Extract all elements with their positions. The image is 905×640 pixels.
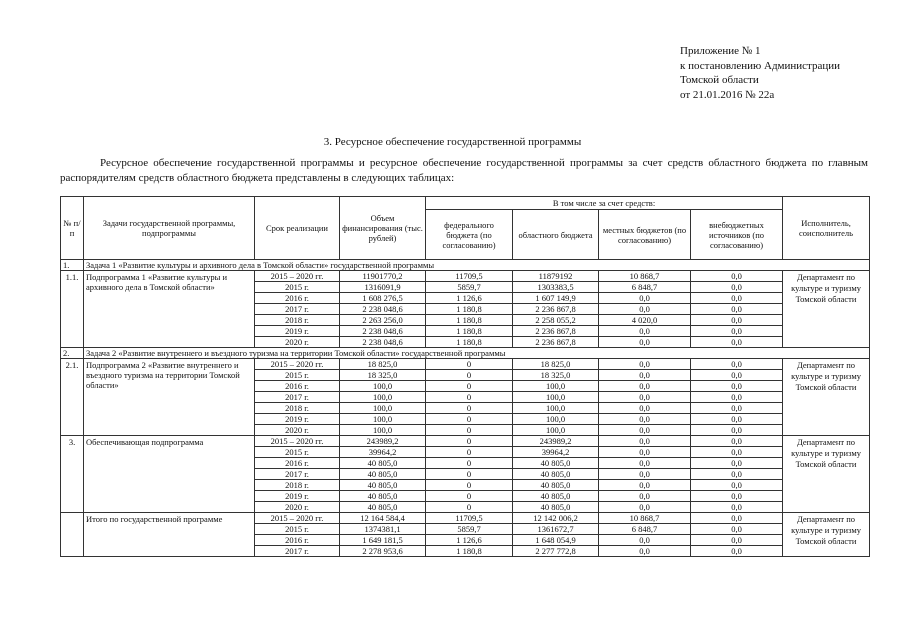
program-name: Обеспечивающая подпрограмма <box>84 436 255 513</box>
cell-extra: 0,0 <box>691 436 783 447</box>
cell-total: 243989,2 <box>340 436 426 447</box>
table-row <box>61 436 870 447</box>
cell-total: 40 805,0 <box>340 491 426 502</box>
cell-total: 2 278 953,6 <box>340 546 426 557</box>
cell-local: 0,0 <box>599 535 691 546</box>
cell-total: 2 263 256,0 <box>340 315 426 326</box>
cell-extra: 0,0 <box>691 381 783 392</box>
row-num <box>61 513 84 557</box>
executor: Департамент по культуре и туризму Томской области <box>783 513 870 557</box>
cell-federal: 1 180,8 <box>426 326 513 337</box>
row-num: 1.1. <box>61 271 84 348</box>
cell-federal: 0 <box>426 370 513 381</box>
cell-regional: 2 258 055,2 <box>513 315 599 326</box>
cell-local: 0,0 <box>599 326 691 337</box>
cell-total: 100,0 <box>340 414 426 425</box>
cell-local: 0,0 <box>599 425 691 436</box>
table-row <box>61 271 870 282</box>
cell-regional: 100,0 <box>513 403 599 414</box>
cell-period: 2020 г. <box>255 425 340 436</box>
header-volume: Объем финансирования (тыс. рублей) <box>340 197 426 260</box>
row-num: 2.1. <box>61 359 84 436</box>
cell-total: 1316091,9 <box>340 282 426 293</box>
cell-federal: 0 <box>426 359 513 370</box>
cell-local: 0,0 <box>599 359 691 370</box>
cell-local: 0,0 <box>599 436 691 447</box>
cell-regional: 1361672,7 <box>513 524 599 535</box>
cell-period: 2015 – 2020 гг. <box>255 271 340 282</box>
cell-regional: 243989,2 <box>513 436 599 447</box>
cell-local: 0,0 <box>599 370 691 381</box>
cell-period: 2017 г. <box>255 304 340 315</box>
cell-regional: 100,0 <box>513 392 599 403</box>
cell-regional: 100,0 <box>513 425 599 436</box>
cell-period: 2019 г. <box>255 414 340 425</box>
cell-total: 1374381,1 <box>340 524 426 535</box>
cell-extra: 0,0 <box>691 458 783 469</box>
cell-local: 0,0 <box>599 293 691 304</box>
program-name: Итого по государственной программе <box>84 513 255 557</box>
cell-federal: 0 <box>426 436 513 447</box>
program-name: Подпрограмма 1 «Развитие культуры и архивного дела в Томской области» <box>84 271 255 348</box>
cell-federal: 5859,7 <box>426 282 513 293</box>
cell-regional: 2 236 867,8 <box>513 337 599 348</box>
cell-period: 2015 г. <box>255 447 340 458</box>
header-including: В том числе за счет средств: <box>426 197 783 210</box>
cell-extra: 0,0 <box>691 447 783 458</box>
row-num: 3. <box>61 436 84 513</box>
cell-federal: 0 <box>426 469 513 480</box>
cell-total: 2 238 048,6 <box>340 304 426 315</box>
cell-regional: 100,0 <box>513 414 599 425</box>
cell-period: 2015 – 2020 гг. <box>255 359 340 370</box>
cell-period: 2017 г. <box>255 546 340 557</box>
cell-local: 0,0 <box>599 546 691 557</box>
executor: Департамент по культуре и туризму Томской области <box>783 359 870 436</box>
cell-local: 0,0 <box>599 403 691 414</box>
cell-period: 2015 – 2020 гг. <box>255 436 340 447</box>
cell-extra: 0,0 <box>691 535 783 546</box>
cell-period: 2020 г. <box>255 502 340 513</box>
cell-federal: 0 <box>426 381 513 392</box>
cell-total: 18 825,0 <box>340 359 426 370</box>
cell-local: 0,0 <box>599 392 691 403</box>
table-row <box>61 513 870 524</box>
cell-period: 2015 г. <box>255 370 340 381</box>
cell-period: 2017 г. <box>255 392 340 403</box>
cell-total: 1 649 181,5 <box>340 535 426 546</box>
appendix-line-1: Приложение № 1 <box>680 45 761 57</box>
cell-extra: 0,0 <box>691 403 783 414</box>
cell-federal: 0 <box>426 414 513 425</box>
cell-federal: 11709,5 <box>426 513 513 524</box>
cell-regional: 39964,2 <box>513 447 599 458</box>
program-name: Подпрограмма 2 «Развитие внутреннего и въездного туризма на территории Томской области» <box>84 359 255 436</box>
cell-extra: 0,0 <box>691 502 783 513</box>
intro-paragraph: Ресурсное обеспечение государственной программы и ресурсное обеспечение государственной программы за счет средств областного бюджета по главным распорядителям средств областного бюджета представлены в следующих таблицах: <box>60 157 868 184</box>
cell-federal: 0 <box>426 425 513 436</box>
cell-total: 18 325,0 <box>340 370 426 381</box>
cell-federal: 1 180,8 <box>426 315 513 326</box>
cell-federal: 0 <box>426 403 513 414</box>
cell-federal: 0 <box>426 491 513 502</box>
task-num: 2. <box>61 348 84 359</box>
cell-total: 100,0 <box>340 425 426 436</box>
cell-extra: 0,0 <box>691 469 783 480</box>
appendix-line-4: от 21.01.2016 № 22а <box>680 88 775 101</box>
header-executor: Исполнитель, соисполнитель <box>783 197 870 260</box>
header-num: № п/п <box>61 197 84 260</box>
cell-total: 100,0 <box>340 381 426 392</box>
cell-total: 11901770,2 <box>340 271 426 282</box>
cell-total: 39964,2 <box>340 447 426 458</box>
cell-period: 2019 г. <box>255 491 340 502</box>
header-extra: внебюджетных источников (по согласованию) <box>691 210 783 260</box>
header-tasks: Задачи государственной программы, подпрограммы <box>84 197 255 260</box>
cell-extra: 0,0 <box>691 414 783 425</box>
cell-regional: 2 236 867,8 <box>513 326 599 337</box>
cell-federal: 5859,7 <box>426 524 513 535</box>
cell-local: 4 020,0 <box>599 315 691 326</box>
cell-total: 2 238 048,6 <box>340 326 426 337</box>
cell-period: 2016 г. <box>255 458 340 469</box>
cell-regional: 40 805,0 <box>513 480 599 491</box>
cell-regional: 1 648 054,9 <box>513 535 599 546</box>
cell-local: 0,0 <box>599 304 691 315</box>
cell-total: 40 805,0 <box>340 458 426 469</box>
cell-local: 10 868,7 <box>599 271 691 282</box>
cell-total: 40 805,0 <box>340 469 426 480</box>
cell-extra: 0,0 <box>691 425 783 436</box>
cell-federal: 0 <box>426 392 513 403</box>
cell-extra: 0,0 <box>691 315 783 326</box>
cell-local: 0,0 <box>599 337 691 348</box>
table-row <box>61 359 870 370</box>
cell-extra: 0,0 <box>691 392 783 403</box>
cell-period: 2020 г. <box>255 337 340 348</box>
appendix-line-2: к постановлению Администрации <box>680 59 841 72</box>
cell-extra: 0,0 <box>691 513 783 524</box>
section-title: 3. Ресурсное обеспечение государственной программы <box>323 136 582 148</box>
cell-total: 40 805,0 <box>340 502 426 513</box>
cell-extra: 0,0 <box>691 546 783 557</box>
cell-regional: 18 325,0 <box>513 370 599 381</box>
cell-local: 0,0 <box>599 480 691 491</box>
cell-period: 2019 г. <box>255 326 340 337</box>
cell-period: 2015 – 2020 гг. <box>255 513 340 524</box>
executor: Департамент по культуре и туризму Томской области <box>783 436 870 513</box>
cell-total: 1 608 276,5 <box>340 293 426 304</box>
cell-federal: 1 126,6 <box>426 535 513 546</box>
cell-extra: 0,0 <box>691 271 783 282</box>
cell-total: 40 805,0 <box>340 480 426 491</box>
cell-regional: 12 142 006,2 <box>513 513 599 524</box>
cell-extra: 0,0 <box>691 282 783 293</box>
cell-regional: 40 805,0 <box>513 491 599 502</box>
cell-regional: 40 805,0 <box>513 469 599 480</box>
cell-extra: 0,0 <box>691 491 783 502</box>
task-row <box>61 260 870 271</box>
task-title: Задача 2 «Развитие внутреннего и въездного туризма на территории Томской области» государственной программы <box>84 348 870 359</box>
cell-extra: 0,0 <box>691 304 783 315</box>
cell-federal: 0 <box>426 447 513 458</box>
cell-extra: 0,0 <box>691 524 783 535</box>
cell-extra: 0,0 <box>691 480 783 491</box>
cell-regional: 18 825,0 <box>513 359 599 370</box>
header-regional: областного бюджета <box>513 210 599 260</box>
cell-total: 12 164 584,4 <box>340 513 426 524</box>
cell-period: 2018 г. <box>255 480 340 491</box>
cell-period: 2016 г. <box>255 535 340 546</box>
cell-regional: 11879192 <box>513 271 599 282</box>
cell-extra: 0,0 <box>691 359 783 370</box>
cell-local: 0,0 <box>599 458 691 469</box>
cell-extra: 0,0 <box>691 293 783 304</box>
header-federal: федерального бюджета (по согласованию) <box>426 210 513 260</box>
appendix-line-3: Томской области <box>680 74 759 86</box>
cell-local: 0,0 <box>599 469 691 480</box>
appendix-block <box>680 44 840 102</box>
task-title: Задача 1 «Развитие культуры и архивного дела в Томской области» государственной программы <box>84 260 870 271</box>
task-row <box>61 348 870 359</box>
cell-regional: 40 805,0 <box>513 502 599 513</box>
executor: Департамент по культуре и туризму Томской области <box>783 271 870 348</box>
cell-local: 0,0 <box>599 447 691 458</box>
cell-federal: 0 <box>426 502 513 513</box>
cell-regional: 40 805,0 <box>513 458 599 469</box>
cell-total: 2 238 048,6 <box>340 337 426 348</box>
cell-local: 10 868,7 <box>599 513 691 524</box>
cell-regional: 1303383,5 <box>513 282 599 293</box>
cell-federal: 1 180,8 <box>426 546 513 557</box>
resource-table <box>60 196 870 557</box>
cell-local: 6 848,7 <box>599 282 691 293</box>
cell-local: 0,0 <box>599 502 691 513</box>
cell-local: 0,0 <box>599 381 691 392</box>
cell-local: 0,0 <box>599 491 691 502</box>
cell-regional: 100,0 <box>513 381 599 392</box>
cell-period: 2016 г. <box>255 381 340 392</box>
cell-regional: 2 236 867,8 <box>513 304 599 315</box>
cell-federal: 0 <box>426 480 513 491</box>
header-period: Срок реализации <box>255 197 340 260</box>
header-local: местных бюджетов (по согласованию) <box>599 210 691 260</box>
cell-regional: 1 607 149,9 <box>513 293 599 304</box>
cell-federal: 1 180,8 <box>426 337 513 348</box>
cell-period: 2018 г. <box>255 315 340 326</box>
cell-regional: 2 277 772,8 <box>513 546 599 557</box>
cell-extra: 0,0 <box>691 337 783 348</box>
cell-period: 2018 г. <box>255 403 340 414</box>
cell-total: 100,0 <box>340 403 426 414</box>
cell-federal: 1 126,6 <box>426 293 513 304</box>
cell-federal: 11709,5 <box>426 271 513 282</box>
cell-federal: 0 <box>426 458 513 469</box>
cell-period: 2015 г. <box>255 524 340 535</box>
cell-period: 2017 г. <box>255 469 340 480</box>
cell-local: 0,0 <box>599 414 691 425</box>
task-num: 1. <box>61 260 84 271</box>
cell-federal: 1 180,8 <box>426 304 513 315</box>
cell-extra: 0,0 <box>691 370 783 381</box>
cell-period: 2015 г. <box>255 282 340 293</box>
cell-extra: 0,0 <box>691 326 783 337</box>
cell-local: 6 848,7 <box>599 524 691 535</box>
cell-period: 2016 г. <box>255 293 340 304</box>
cell-total: 100,0 <box>340 392 426 403</box>
